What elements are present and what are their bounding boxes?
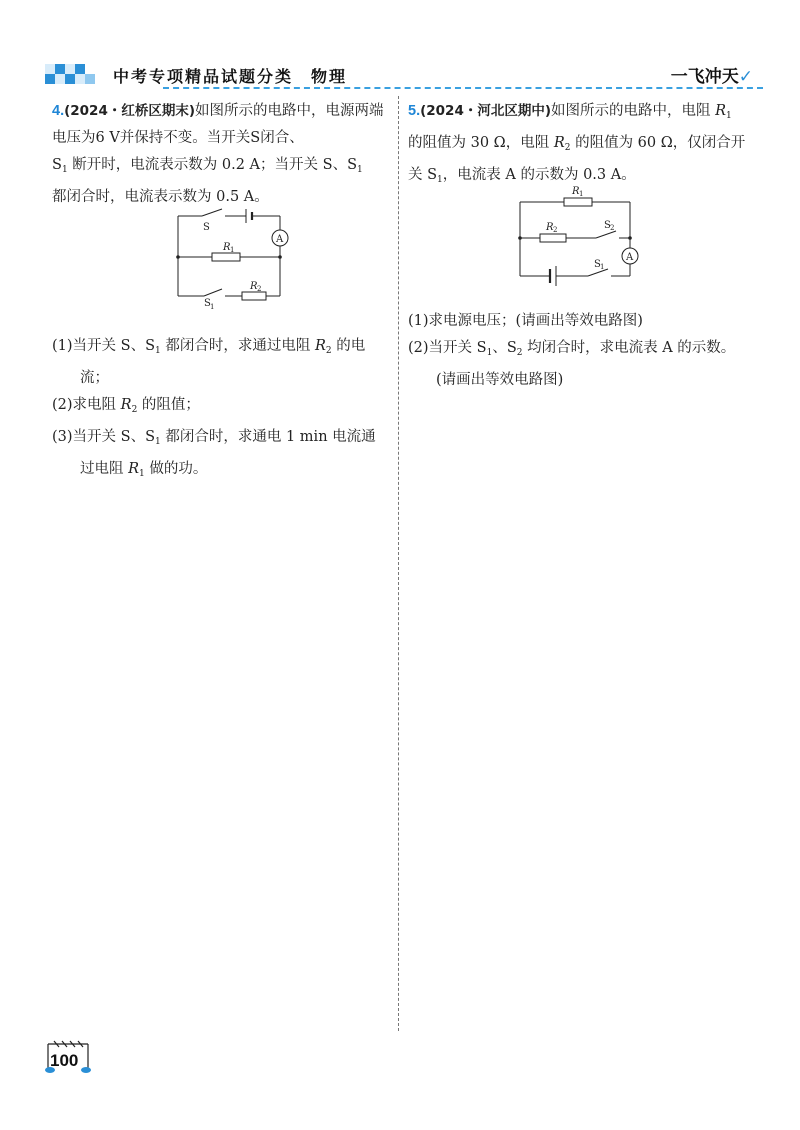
label-s: S bbox=[203, 222, 210, 233]
book-title: 中考专项精品试题分类 物理 bbox=[113, 67, 348, 86]
header-dash-line bbox=[163, 87, 763, 89]
q5-number: 5. bbox=[408, 103, 421, 119]
label-ammeter: A bbox=[626, 252, 634, 263]
switch-s-icon bbox=[202, 209, 222, 216]
switch-s1-icon bbox=[204, 289, 222, 296]
q4-circuit-diagram bbox=[170, 206, 300, 311]
q5-source: (2024・河北区期中) bbox=[420, 103, 552, 119]
q4-part-1: (1)当开关 S、$S_1$ 都闭合时，求通过电阻 $R_2$ 的电流； bbox=[52, 338, 366, 386]
checker-logo-icon bbox=[45, 60, 105, 88]
brand-logo bbox=[671, 62, 753, 87]
label-r2-sub: 2 bbox=[553, 226, 558, 234]
q4-stem-text2: 断开时，电流表示数为 0.2 A；当开关 S、S bbox=[67, 157, 358, 173]
q5-stem: 5.(2024・河北区期中)如图所示的电路中，电阻 $R_1$ 的阻值为 30 Ω，电阻 $R_2$ 的阻值为 60 Ω，仅闭合开关 $S_1$，电流表 A 的示数为 0.3 A。 bbox=[408, 103, 746, 185]
q4-number: 4. bbox=[52, 103, 65, 119]
label-r2-sub: 2 bbox=[257, 285, 262, 293]
resistor-r1-icon bbox=[212, 253, 240, 261]
label-s1: S bbox=[594, 259, 601, 270]
resistor-r1-icon bbox=[564, 198, 592, 206]
column-divider bbox=[398, 96, 399, 1031]
label-ammeter: A bbox=[276, 234, 284, 245]
label-r1-sub: 1 bbox=[230, 246, 235, 254]
q5-part-1: (1)求电源电压；(请画出等效电路图) bbox=[408, 313, 643, 329]
label-s1-sub: 1 bbox=[210, 303, 215, 311]
switch-s2-icon bbox=[596, 231, 616, 238]
q4-part-3: (3)当开关 S、$S_1$ 都闭合时，求通电 1 min 电流通过电阻 $R_1$ 做的功。 bbox=[52, 429, 376, 479]
brand-text: 一飞冲天 bbox=[670, 67, 739, 87]
q4-stem-s: S bbox=[52, 157, 62, 173]
label-r2: R bbox=[546, 222, 554, 233]
label-s1-sub: 1 bbox=[600, 263, 605, 271]
label-s1: S bbox=[204, 298, 211, 309]
q4-stem bbox=[52, 98, 390, 211]
q4-part-2: (2)求电阻 $R_2$ 的阻值； bbox=[52, 397, 200, 415]
q4-source: (2024・红桥区期末) bbox=[64, 103, 196, 119]
q4-stem-text: 如图所示的电路中，电源两端电压为6 V并保持不变。当开关S闭合、 bbox=[52, 103, 384, 146]
switch-s1-icon bbox=[588, 269, 608, 276]
q4-stem-sub2: 1 bbox=[357, 165, 363, 175]
label-s2-sub: 2 bbox=[610, 224, 615, 232]
q5-part-2: (2)当开关 $S_1$、$S_2$ 均闭合时，求电流表 A 的示数。(请画出等效电路图) bbox=[408, 340, 736, 388]
resistor-r2-icon bbox=[242, 292, 266, 300]
q4-stem-sub: 1 bbox=[61, 165, 68, 175]
q4-stem-text3: 都闭合时，电流表示数为 0.5 A。 bbox=[52, 189, 269, 205]
check-icon: ✓ bbox=[738, 67, 753, 87]
resistor-r2-icon bbox=[540, 234, 566, 242]
page-header bbox=[45, 58, 765, 94]
label-s2: S bbox=[604, 220, 611, 231]
q5-circuit-diagram bbox=[512, 186, 647, 286]
label-r1: R bbox=[572, 186, 580, 197]
label-r1: R bbox=[223, 242, 231, 253]
label-r2: R bbox=[250, 281, 258, 292]
page-number: 100 bbox=[50, 1051, 79, 1070]
label-r1-sub: 1 bbox=[579, 190, 584, 198]
